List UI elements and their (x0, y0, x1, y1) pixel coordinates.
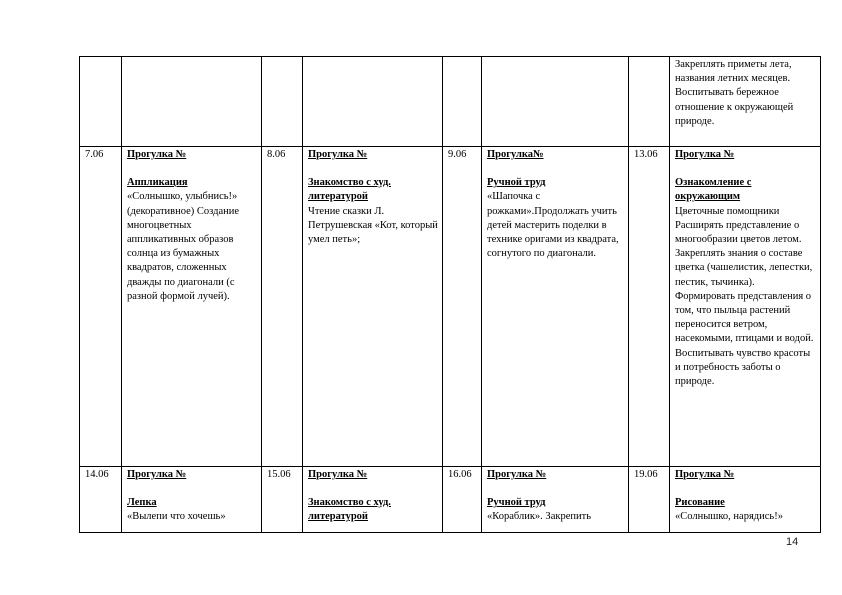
activity-text: Чтение сказки Л. Петрушевская «Кот, который умел петь»; (308, 205, 438, 246)
activity-type: Лепка (127, 497, 157, 509)
activity-text: «Вылепи что хочешь» (127, 511, 226, 523)
activity-cell (122, 467, 262, 533)
activity-cell (670, 57, 821, 147)
date-cell: 16.06 (443, 467, 482, 533)
lesson-plan-table (79, 56, 821, 533)
activity-cell (303, 57, 443, 147)
activity-cell (303, 147, 443, 467)
activity-text: Цветочные помощники Расширять представление о многообразии цветов летом. Закреплять знания о составе цветка (чашелистик, лепестки, пестик, тычинка). Формировать представления о том, что пыльца растений переносится ветром, насекомыми, птицами и водой. Воспитывать чувство красоты и потребность заботы о природе. (675, 205, 814, 388)
date-cell: 15.06 (262, 467, 303, 533)
date-cell (80, 57, 122, 147)
activity-text: «Солнышко, улыбнись!» (декоративное) Создание многоцветных аппликативных образов солнца из бумажных квадратов, сложенных дважды по диагонали (с разной формой лучей). (127, 191, 240, 302)
walk-label: Прогулка № (308, 149, 368, 160)
table-row (80, 57, 821, 147)
activity-type: Аппликация (127, 177, 188, 189)
walk-label: Прогулка № (308, 469, 368, 480)
date-cell: 14.06 (80, 467, 122, 533)
date-cell (262, 57, 303, 147)
walk-label: Прогулка № (127, 469, 187, 480)
activity-text: «Шапочка с рожками».Продолжать учить детей мастерить поделки в технике оригами из квадрата, согнутого по диагонали. (487, 191, 619, 260)
activity-cell (482, 467, 629, 533)
date-cell (443, 57, 482, 147)
activity-cell (122, 57, 262, 147)
activity-type: Рисование (675, 497, 725, 509)
date-cell: 7.06 (80, 147, 122, 467)
date-cell: 13.06 (629, 147, 670, 467)
activity-cell (303, 467, 443, 533)
walk-label: Прогулка № (675, 469, 735, 480)
date-cell: 19.06 (629, 467, 670, 533)
activity-type: Ручной труд (487, 497, 546, 509)
walk-label: Прогулка№ (487, 149, 544, 160)
activity-cell (122, 147, 262, 467)
activity-text: «Солнышко, нарядись!» (675, 511, 783, 523)
activity-cell (482, 147, 629, 467)
page-number: 14 (786, 536, 799, 548)
activity-cell (670, 467, 821, 533)
date-cell (629, 57, 670, 147)
walk-label: Прогулка № (127, 149, 187, 160)
activity-cell (482, 57, 629, 147)
activity-type: Знакомство с худ. литературой (308, 177, 391, 203)
table-row (80, 147, 821, 467)
table-row (80, 467, 821, 533)
activity-type: Ознакомление с окружающим (675, 177, 752, 203)
activity-type: Знакомство с худ. литературой (308, 497, 391, 523)
date-cell: 9.06 (443, 147, 482, 467)
walk-label: Прогулка № (675, 149, 735, 160)
activity-type: Ручной труд (487, 177, 546, 189)
activity-text: Закреплять приметы лета, названия летних месяцев. Воспитывать бережное отношение к окружающей природе. (675, 59, 794, 127)
date-cell: 8.06 (262, 147, 303, 467)
activity-text: «Кораблик». Закрепить (487, 511, 591, 523)
walk-label: Прогулка № (487, 469, 547, 480)
activity-cell (670, 147, 821, 467)
